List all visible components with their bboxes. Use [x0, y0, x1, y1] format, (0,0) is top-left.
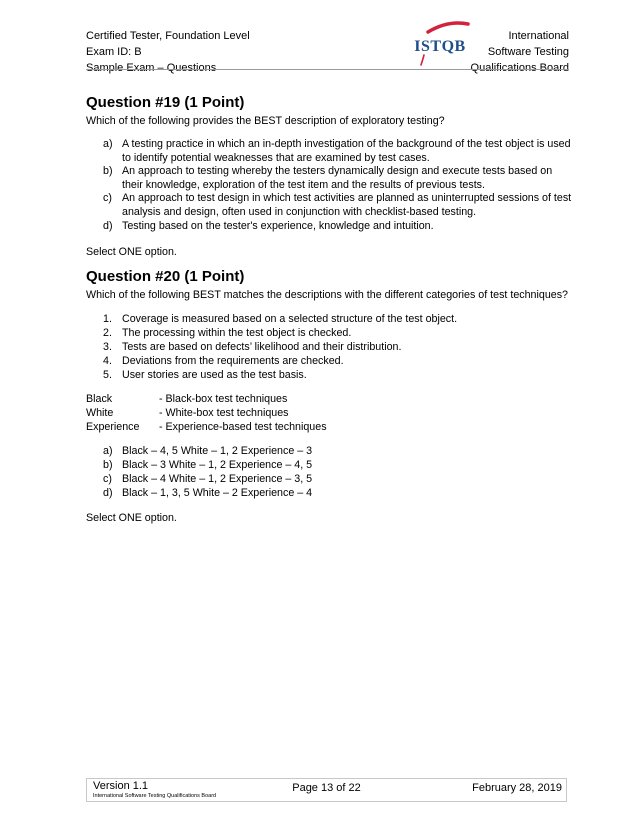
item-label: 2.	[103, 327, 112, 339]
q20-instruction: Select ONE option.	[86, 512, 177, 524]
option-label: a)	[103, 445, 113, 457]
logo-text: ISTQB	[414, 38, 466, 55]
option-text: An approach to test design in which test activities are planned as uninterrupted sessions of test analysis and design, often used in conjunction with checklist-based testing.	[122, 192, 572, 218]
option-label: a)	[103, 138, 113, 150]
q20-item-4	[103, 354, 344, 368]
category-desc: - Black-box test techniques	[159, 393, 288, 405]
item-text: User stories are used as the test basis.	[122, 369, 307, 381]
q20-option-b	[103, 458, 312, 472]
option-text: A testing practice in which an in-depth investigation of the background of the test object is used to identify potential weaknesses that are examined by test cases.	[122, 138, 571, 164]
category-name: Experience	[86, 421, 140, 433]
item-text: Deviations from the requirements are checked.	[122, 355, 344, 367]
category-desc: - White-box test techniques	[159, 407, 289, 419]
item-text: Coverage is measured based on a selected structure of the test object.	[122, 313, 458, 325]
header-org-line-3: Qualifications Board	[470, 62, 569, 74]
category-name: Black	[86, 393, 113, 405]
option-text: Black – 1, 3, 5 White – 2 Experience – 4	[122, 487, 313, 499]
q19-option-d	[103, 220, 573, 234]
option-text: Black – 3 White – 1, 2 Experience – 4, 5	[122, 459, 313, 471]
q20-question: Which of the following BEST matches the descriptions with the different categories of test techniques?	[86, 289, 568, 301]
item-label: 1.	[103, 313, 112, 325]
option-label: d)	[103, 220, 113, 232]
option-text: Testing based on the tester's experience, knowledge and intuition.	[122, 220, 434, 232]
header-divider	[86, 69, 569, 70]
footer-date: February 28, 2019	[472, 782, 562, 794]
item-text: Tests are based on defects’ likelihood and their distribution.	[122, 341, 402, 353]
q20-option-a	[103, 444, 312, 458]
istqb-logo	[404, 18, 476, 68]
footer-version: Version 1.1	[93, 780, 149, 792]
q20-item-1	[103, 312, 457, 326]
item-label: 4.	[103, 355, 112, 367]
footer-page-number: Page 13 of 22	[292, 782, 361, 794]
header-subtitle: Sample Exam – Questions	[86, 62, 217, 74]
option-text: An approach to testing whereby the testers dynamically design and execute tests based on their knowledge, exploration of the test item and the results of previous tests.	[122, 165, 553, 191]
header-org-line-2: Software Testing	[487, 46, 569, 58]
item-label: 5.	[103, 369, 112, 381]
q20-item-2	[103, 326, 351, 340]
option-text: Black – 4, 5 White – 1, 2 Experience – 3	[122, 445, 313, 457]
header-title: Certified Tester, Foundation Level	[86, 30, 250, 42]
q20-item-5	[103, 368, 307, 382]
q20-option-c	[103, 472, 312, 486]
item-text: The processing within the test object is checked.	[122, 327, 352, 339]
q19-instruction: Select ONE option.	[86, 246, 177, 258]
option-label: d)	[103, 487, 113, 499]
q19-option-a	[103, 138, 573, 165]
header-org-line-1: International	[508, 30, 569, 42]
q19-title: Question #19 (1 Point)	[86, 94, 245, 111]
option-label: c)	[103, 473, 112, 485]
option-label: b)	[103, 165, 113, 177]
page-footer	[86, 778, 567, 802]
q19-option-b	[103, 165, 573, 192]
footer-org: International Software Testing Qualifications Board	[93, 793, 217, 799]
q20-item-3	[103, 340, 401, 354]
q20-title: Question #20 (1 Point)	[86, 268, 245, 285]
q20-option-d	[103, 486, 312, 500]
item-label: 3.	[103, 341, 112, 353]
q19-question: Which of the following provides the BEST description of exploratory testing?	[86, 115, 445, 127]
header-exam-id: Exam ID: B	[86, 46, 142, 58]
q19-option-c	[103, 192, 573, 219]
category-name: White	[86, 407, 114, 419]
option-label: b)	[103, 459, 113, 471]
category-desc: - Experience-based test techniques	[159, 421, 327, 433]
option-text: Black – 4 White – 1, 2 Experience – 3, 5	[122, 473, 313, 485]
option-label: c)	[103, 192, 112, 204]
